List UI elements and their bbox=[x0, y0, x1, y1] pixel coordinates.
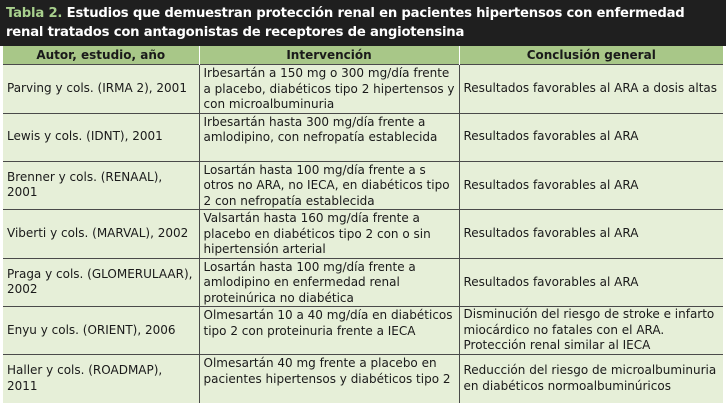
cell-intervention: Irbesartán hasta 300 mg/día frente a amlodipino, con nefropatía establecida bbox=[199, 113, 459, 161]
cell-author: Praga y cols. (GLOMERULAAR), 2002 bbox=[3, 258, 199, 307]
table-row bbox=[3, 65, 723, 114]
cell-author: Haller y cols. (ROADMAP), 2011 bbox=[3, 355, 199, 403]
cell-conclusion: Reducción del riesgo de microalbuminuria en diabéticos normoalbuminúricos bbox=[459, 355, 723, 403]
table-header-row bbox=[3, 46, 723, 65]
cell-intervention: Olmesartán 40 mg frente a placebo en pacientes hipertensos y diabéticos tipo 2 bbox=[199, 355, 459, 403]
cell-author: Enyu y cols. (ORIENT), 2006 bbox=[3, 307, 199, 355]
table-row bbox=[3, 161, 723, 210]
header-intervention: Intervención bbox=[199, 46, 459, 65]
table-row bbox=[3, 210, 723, 259]
cell-author: Viberti y cols. (MARVAL), 2002 bbox=[3, 210, 199, 259]
cell-conclusion: Resultados favorables al ARA bbox=[459, 210, 723, 259]
cell-intervention: Irbesartán a 150 mg o 300 mg/día frente a placebo, diabéticos tipo 2 hipertensos y con microalbuminuria bbox=[199, 65, 459, 114]
cell-conclusion: Resultados favorables al ARA bbox=[459, 161, 723, 210]
cell-intervention: Losartán hasta 100 mg/día frente a s otros no ARA, no IECA, en diabéticos tipo 2 con nefropatía establecida bbox=[199, 161, 459, 210]
cell-intervention: Losartán hasta 100 mg/día frente a amlodipino en enfermedad renal proteinúrica no diabética bbox=[199, 258, 459, 307]
cell-conclusion: Disminución del riesgo de stroke e infarto miocárdico no fatales con el ARA. Protección renal similar al IECA bbox=[459, 307, 723, 355]
table-row bbox=[3, 355, 723, 403]
table-title: Estudios que demuestran protección renal en pacientes hipertensos con enfermedad renal tratados con antagonistas de receptores de angiotensina bbox=[6, 6, 685, 40]
cell-conclusion: Resultados favorables al ARA bbox=[459, 258, 723, 307]
table-row bbox=[3, 113, 723, 161]
cell-author: Parving y cols. (IRMA 2), 2001 bbox=[3, 65, 199, 114]
header-author: Autor, estudio, año bbox=[3, 46, 199, 65]
cell-intervention: Olmesartán 10 a 40 mg/día en diabéticos tipo 2 con proteinuria frente a IECA bbox=[199, 307, 459, 355]
table-caption bbox=[0, 0, 726, 46]
cell-author: Brenner y cols. (RENAAL), 2001 bbox=[3, 161, 199, 210]
cell-conclusion: Resultados favorables al ARA bbox=[459, 113, 723, 161]
cell-intervention: Valsartán hasta 160 mg/día frente a placebo en diabéticos tipo 2 con o sin hipertensión arterial bbox=[199, 210, 459, 259]
table-number: Tabla 2. bbox=[6, 6, 63, 21]
studies-table bbox=[3, 46, 723, 403]
table-row bbox=[3, 258, 723, 307]
header-conclusion: Conclusión general bbox=[459, 46, 723, 65]
cell-conclusion: Resultados favorables al ARA a dosis altas bbox=[459, 65, 723, 114]
table-row bbox=[3, 307, 723, 355]
cell-author: Lewis y cols. (IDNT), 2001 bbox=[3, 113, 199, 161]
